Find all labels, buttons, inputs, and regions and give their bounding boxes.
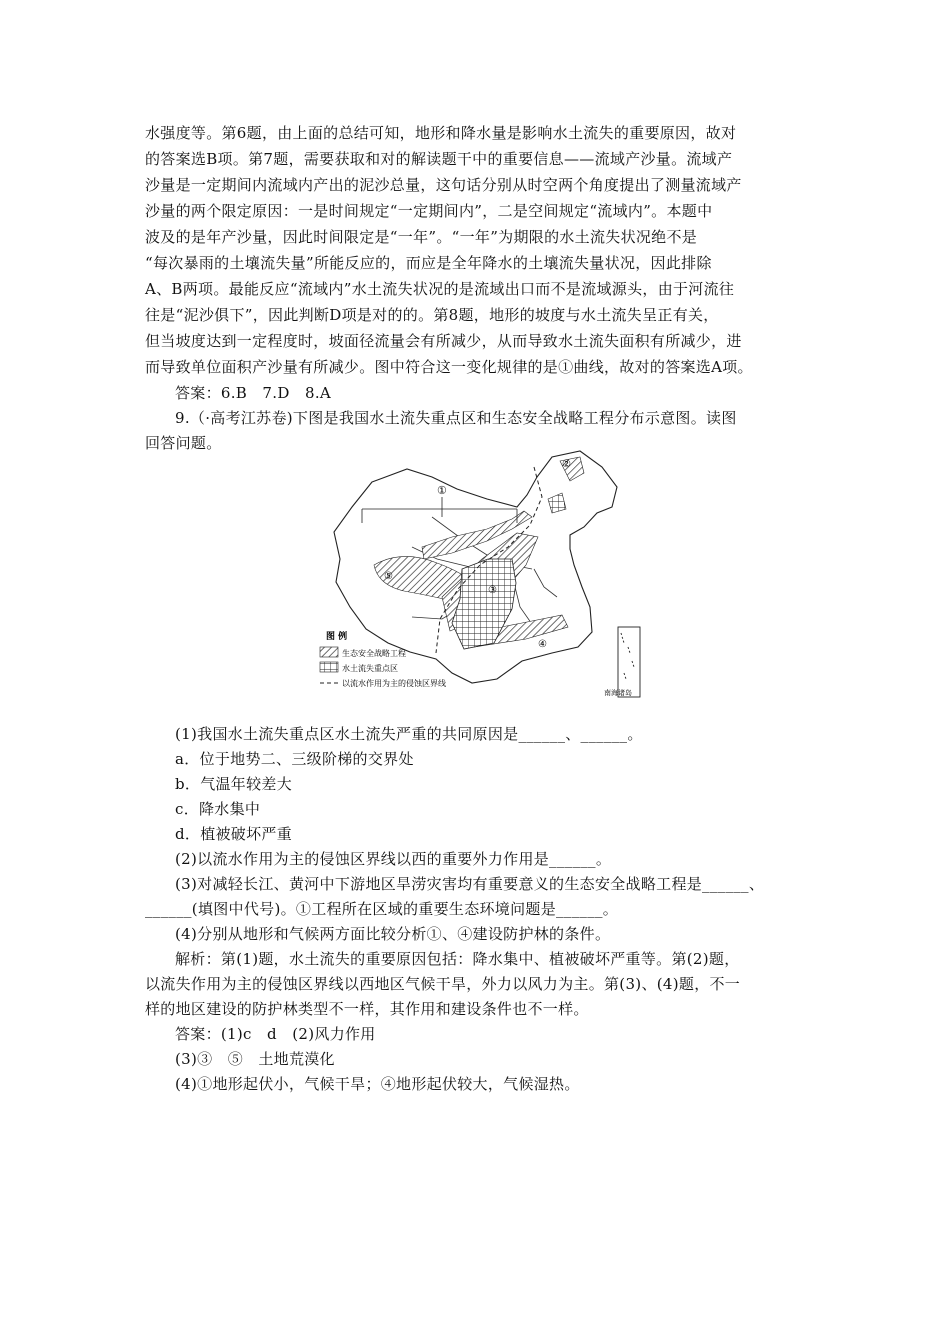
legend-item-boundary: 以流水作用为主的侵蚀区界线 — [342, 679, 446, 688]
paragraph-line: 往是“泥沙俱下”，因此判断D项是对的的。第8题，地形的坡度与水土流失呈正有关， — [145, 306, 719, 324]
map-label-4: ④ — [538, 639, 547, 650]
option-a: a．位于地势二、三级阶梯的交界处 — [175, 750, 414, 768]
option-d: d．植被破坏严重 — [175, 825, 293, 843]
analysis-line: 以流失作用为主的侵蚀区界线以西地区气候干旱，外力以风力为主。第(3)、(4)题，不一 — [145, 975, 741, 993]
map-label-5: ⑤ — [384, 571, 393, 582]
inset-label: 南海诸岛 — [604, 689, 632, 697]
legend-title: 图 例 — [326, 632, 348, 642]
south-china-sea-inset — [618, 627, 640, 697]
question-9-4: (4)分别从地形和气候两方面比较分析①、④建设防护林的条件。 — [175, 925, 611, 943]
map-label-3: ③ — [488, 585, 497, 596]
paragraph-line: 而导致单位面积产沙量有所减少。图中符合这一变化规律的是①曲线，故对的答案选A项。 — [145, 358, 753, 376]
answer-6-8: 答案：6.B 7.D 8.A — [175, 384, 332, 402]
question-9-intro-cont: 回答问题。 — [145, 434, 222, 452]
answer-9-line: (3)③ ⑤ 土地荒漠化 — [175, 1050, 335, 1068]
answer-9-line: 答案：(1)c d (2)风力作用 — [175, 1025, 376, 1043]
paragraph-line: 水强度等。第6题，由上面的总结可知，地形和降水量是影响水土流失的重要原因，故对 — [145, 124, 737, 142]
option-b: b．气温年较差大 — [175, 775, 293, 793]
paragraph-line: A、B两项。最能反应“流域内”水土流失状况的是流域出口而不是流域源头，由于河流往 — [145, 280, 735, 298]
question-9-2: (2)以流水作用为主的侵蚀区界线以西的重要外力作用是______。 — [175, 850, 612, 868]
paragraph-line: “每次暴雨的土壤流失量”所能反应的，而应是全年降水的土壤流失量状况，因此排除 — [145, 254, 712, 272]
map-label-1: ① — [437, 484, 447, 497]
map-label-2: ② — [562, 459, 571, 470]
question-9-3-cont: ______(填图中代号)。①工程所在区域的重要生态环境问题是______。 — [145, 900, 619, 918]
question-9-intro: 9.（·高考江苏卷)下图是我国水土流失重点区和生态安全战略工程分布示意图。读图 — [175, 409, 737, 427]
analysis-line: 样的地区建设的防护林类型不一样，其作用和建设条件也不一样。 — [145, 1000, 589, 1018]
option-c: c．降水集中 — [175, 800, 261, 818]
legend-hatch-swatch — [320, 647, 338, 657]
paragraph-line: 的答案选B项。第7题，需要获取和对的解读题干中的重要信息——流域产沙量。流域产 — [145, 150, 733, 168]
legend-item-project: 生态安全战略工程 — [342, 649, 406, 658]
answer-9-line: (4)①地形起伏小，气候干旱；④地形起伏较大，气候湿热。 — [175, 1075, 580, 1093]
legend-item-erosion: 水土流失重点区 — [342, 664, 398, 673]
question-9-1: (1)我国水土流失重点区水土流失严重的共同原因是______、______。 — [175, 725, 643, 743]
paragraph-line: 但当坡度达到一定程度时，坡面径流量会有所减少，从而导致水土流失面积有所减少，进 — [145, 332, 742, 350]
question-9-3: (3)对减轻长江、黄河中下游地区旱涝灾害均有重要意义的生态安全战略工程是______、 — [175, 875, 765, 893]
paragraph-line: 波及的是年产沙量，因此时间限定是“一年”。“一年”为期限的水土流失状况绝不是 — [145, 228, 698, 246]
paragraph-line: 沙量的两个限定原因：一是时间规定“一定期间内”，二是空间规定“流域内”。本题中 — [145, 202, 713, 220]
china-soil-erosion-map — [312, 447, 642, 703]
analysis-line: 解析：第(1)题，水土流失的重要原因包括：降水集中、植被破坏严重等。第(2)题， — [175, 950, 740, 968]
legend-grid-swatch — [320, 662, 338, 672]
paragraph-line: 沙量是一定期间内流域内产出的泥沙总量，这句话分别从时空两个角度提出了测量流域产 — [145, 176, 742, 194]
